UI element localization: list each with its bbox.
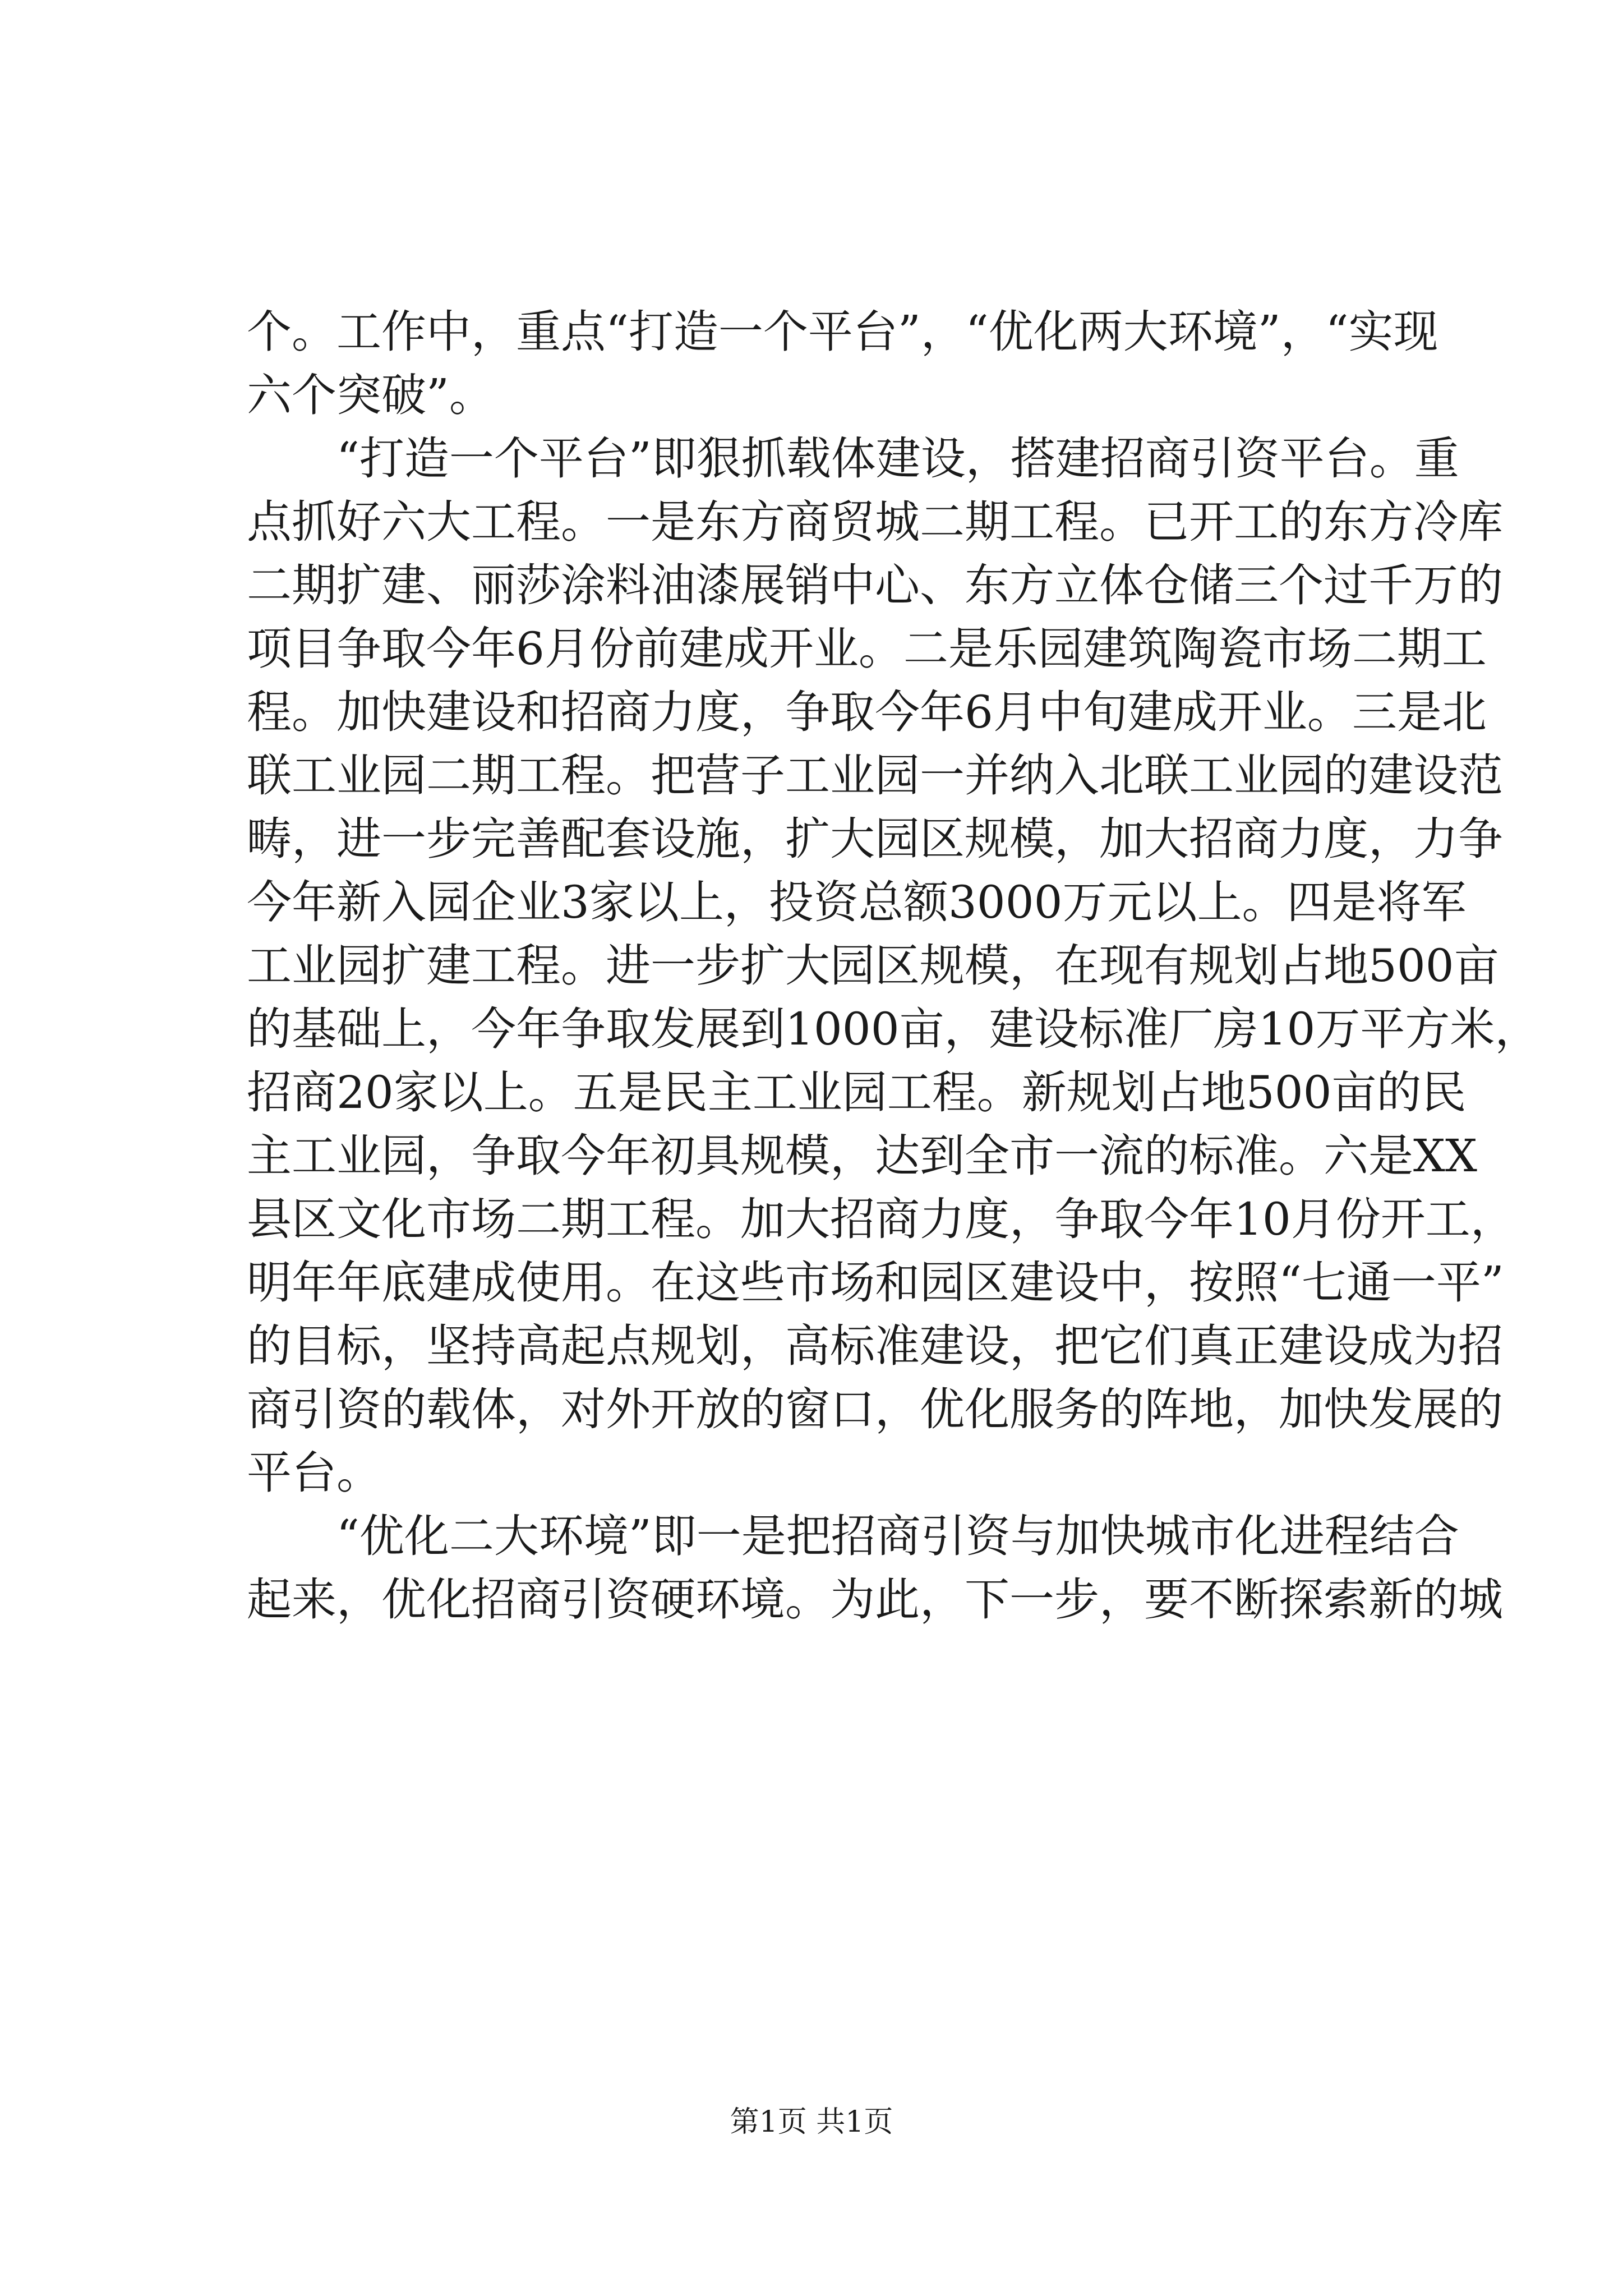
text-line: 工业园扩建工程。进一步扩大园区规模，在现有规划占地500亩 bbox=[247, 940, 1499, 992]
text-line: 平台。 bbox=[247, 1447, 381, 1499]
text-line: “打造一个平台”即狠抓载体建设，搭建招商引资平台。重 bbox=[336, 432, 1459, 485]
text-line: 个。工作中，重点“打造一个平台”，“优化两大环境”，“实现 bbox=[247, 306, 1438, 358]
paragraph bbox=[247, 300, 1438, 427]
text-line: 商引资的载体，对外开放的窗口，优化服务的阵地，加快发展的 bbox=[247, 1383, 1503, 1435]
text-line: 县区文化市场二期工程。加大招商力度，争取今年10月份开工， bbox=[247, 1193, 1515, 1245]
text-line: 程。加快建设和招商力度，争取今年6月中旬建成开业。三是北 bbox=[247, 686, 1487, 738]
text-line: 六个突破”。 bbox=[247, 369, 494, 421]
text-line: 二期扩建、丽莎涂料油漆展销中心、东方立体仓储三个过千万的 bbox=[247, 559, 1503, 611]
page-number-label: 第1页 共1页 bbox=[730, 2105, 893, 2139]
text-line: 主工业园，争取今年初具规模，达到全市一流的标准。六是XX bbox=[247, 1130, 1477, 1182]
text-line: 的目标，坚持高起点规划，高标准建设，把它们真正建设成为招 bbox=[247, 1320, 1503, 1372]
text-line: 联工业园二期工程。把营子工业园一并纳入北联工业园的建设范 bbox=[247, 749, 1503, 802]
text-line: 畴，进一步完善配套设施，扩大园区规模，加大招商力度，力争 bbox=[247, 813, 1503, 865]
text-line: 今年新入园企业3家以上，投资总额3000万元以上。四是将军 bbox=[247, 876, 1467, 928]
text-line: 的基础上，今年争取发展到1000亩，建设标准厂房10万平方米， bbox=[247, 1003, 1540, 1055]
page-footer bbox=[0, 2098, 1623, 2140]
paragraph bbox=[247, 1504, 1503, 1631]
text-line: 点抓好六大工程。一是东方商贸城二期工程。已开工的东方冷库 bbox=[247, 496, 1503, 548]
text-line: “优化二大环境”即一是把招商引资与加快城市化进程结合 bbox=[336, 1510, 1459, 1562]
text-line: 招商20家以上。五是民主工业园工程。新规划占地500亩的民 bbox=[247, 1066, 1467, 1119]
paragraph bbox=[247, 427, 1540, 1504]
text-line: 明年年底建成使用。在这些市场和园区建设中，按照“七通一平” bbox=[247, 1257, 1504, 1309]
document-body bbox=[247, 300, 1540, 1631]
text-line: 起来，优化招商引资硬环境。为此，下一步，要不断探索新的城 bbox=[247, 1573, 1503, 1626]
text-line: 项目争取今年6月份前建成开业。二是乐园建筑陶瓷市场二期工 bbox=[247, 623, 1487, 675]
